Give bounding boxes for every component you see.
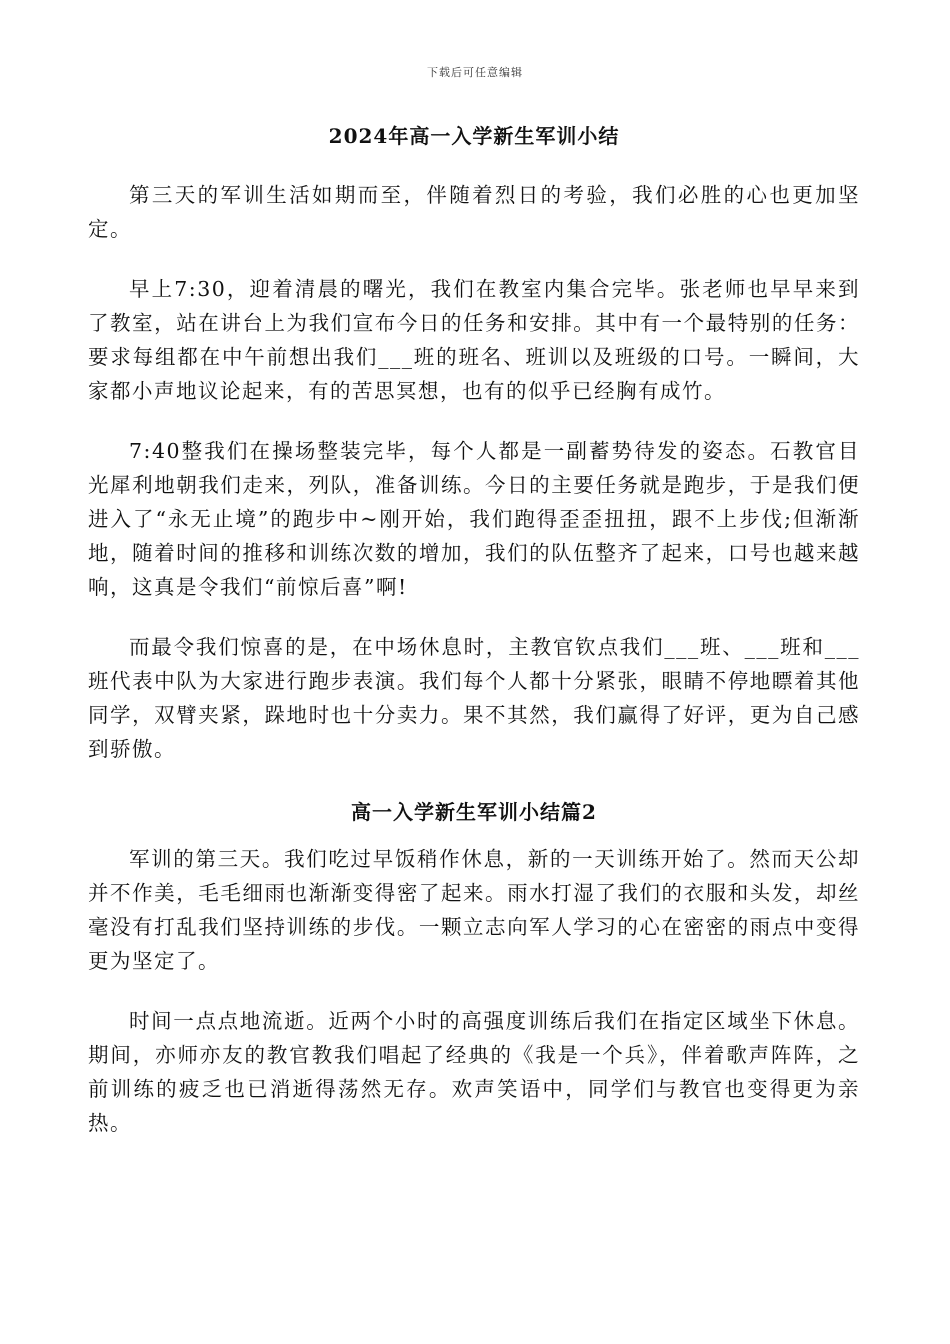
paragraph: 时间一点点地流逝。近两个小时的高强度训练后我们在指定区域坐下休息。期间，亦师亦友的教官教我们唱起了经典的《我是一个兵》，伴着歌声阵阵，之前训练的疲乏也已消逝得荡然无存。欢声笑语中，同学们与教官也变得更为亲热。 (88, 1009, 860, 1135)
document-body (88, 116, 860, 1166)
section-heading: 高一入学新生军训小结篇2 (351, 800, 597, 824)
document-title: 2024年高一入学新生军训小结 (328, 124, 620, 148)
paragraph: 军训的第三天。我们吃过早饭稍作休息，新的一天训练开始了。然而天公却并不作美，毛毛细雨也渐渐变得密了起来。雨水打湿了我们的衣服和头发，却丝毫没有打乱我们坚持训练的步伐。一颗立志向军人学习的心在密密的雨点中变得更为坚定了。 (88, 847, 860, 973)
paragraph: 而最令我们惊喜的是，在中场休息时，主教官钦点我们___班、___班和___班代表中队为大家进行跑步表演。我们每个人都十分紧张，眼睛不停地瞟着其他同学，双臂夹紧，跺地时也十分卖力。果不其然，我们赢得了好评，更为自己感到骄傲。 (88, 635, 860, 761)
paragraph: 第三天的军训生活如期而至，伴随着烈日的考验，我们必胜的心也更加坚定。 (88, 183, 860, 241)
header-note: 下载后可任意编辑 (427, 66, 523, 79)
paragraph: 7:40整我们在操场整装完毕，每个人都是一副蓄势待发的姿态。石教官目光犀利地朝我们走来，列队，准备训练。今日的主要任务就是跑步，于是我们便进入了“永无止境”的跑步中~刚开始，我们跑得歪歪扭扭，跟不上步伐;但渐渐地，随着时间的推移和训练次数的增加，我们的队伍整齐了起来，口号也越来越响，这真是令我们“前惊后喜”啊! (88, 439, 860, 599)
paragraph: 早上7:30，迎着清晨的曙光，我们在教室内集合完毕。张老师也早早来到了教室，站在讲台上为我们宣布今日的任务和安排。其中有一个最特别的任务：要求每组都在中午前想出我们___班的班名、班训以及班级的口号。一瞬间，大家都小声地议论起来，有的苦思冥想，也有的似乎已经胸有成竹。 (88, 277, 860, 403)
